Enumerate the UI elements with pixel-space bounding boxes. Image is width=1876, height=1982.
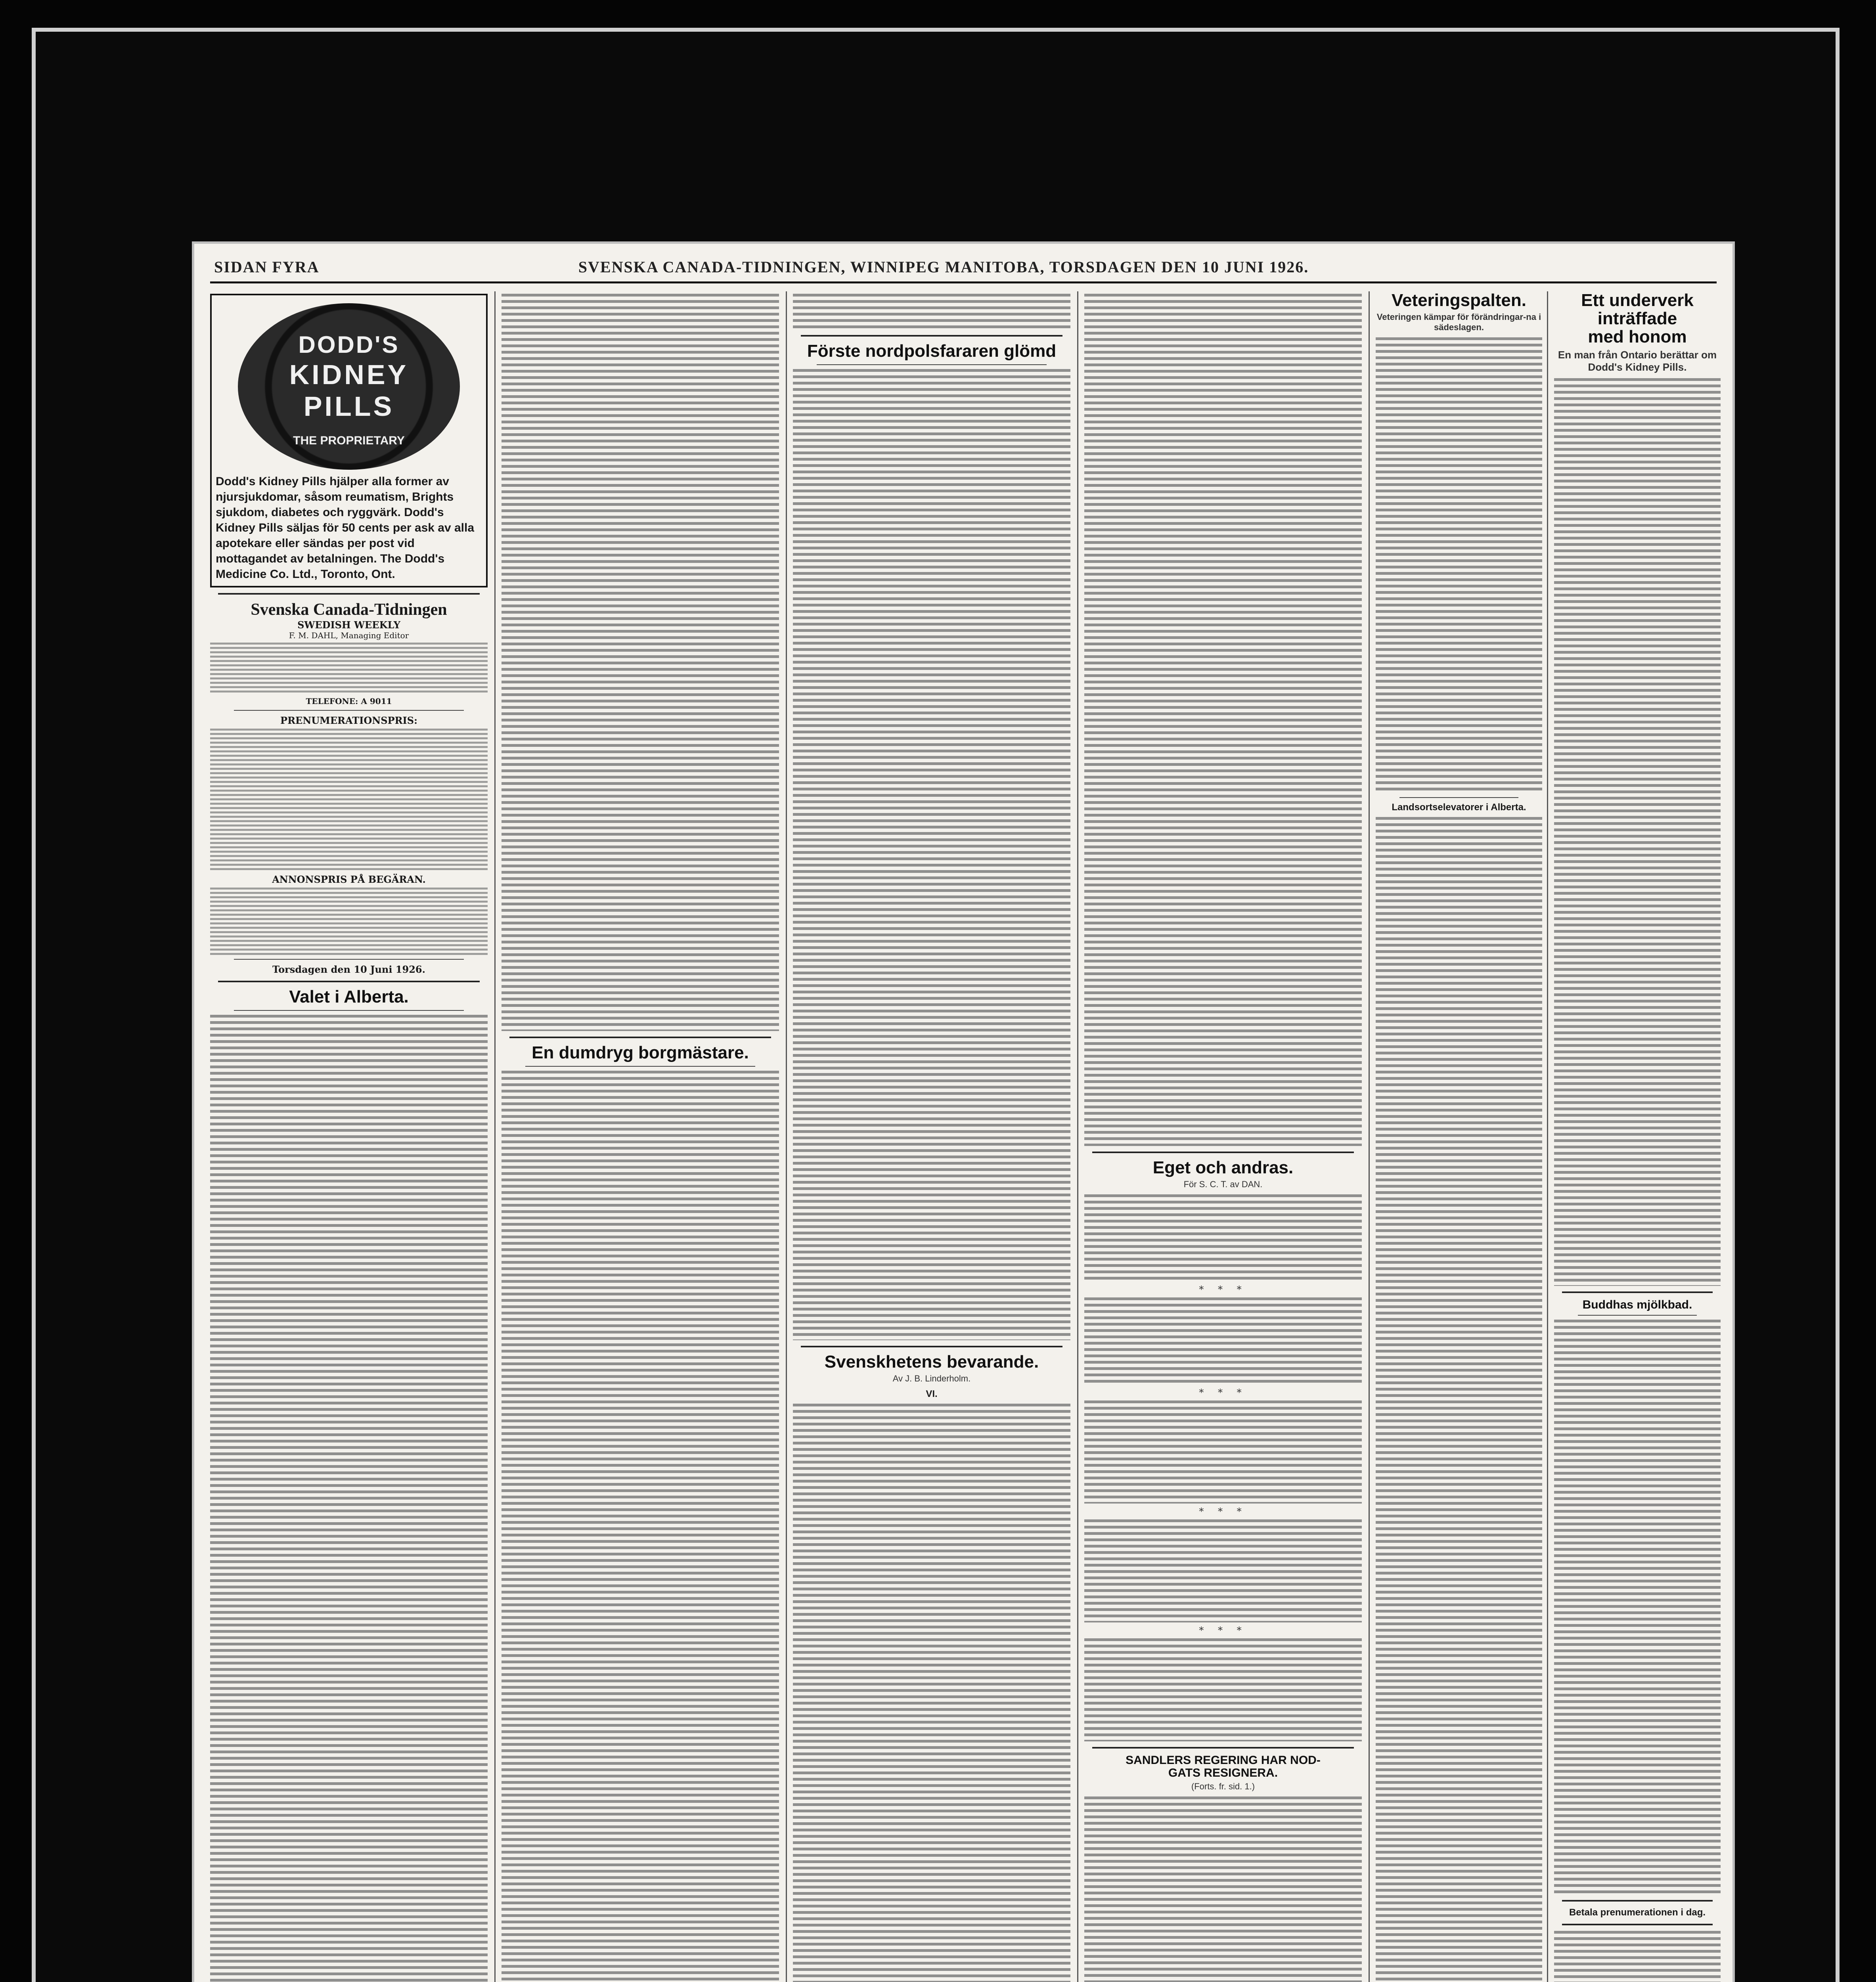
article-body — [1554, 378, 1721, 1286]
divider — [1562, 1900, 1713, 1902]
masthead-phone: TELEFONE: A 9011 — [306, 696, 392, 706]
tin-line: THE PROPRIETARY — [293, 434, 405, 447]
divider — [1399, 797, 1518, 798]
masthead-title: Svenska Canada-Tidningen — [251, 601, 447, 619]
article-body — [1084, 1519, 1362, 1622]
tin-line: PILLS — [303, 391, 394, 422]
article-body — [1084, 1638, 1362, 1741]
subscription-rates — [210, 729, 488, 871]
newspaper-page — [194, 244, 1732, 1982]
headline-sandler: SANDLERS REGERING HAR NOD- — [1126, 1754, 1321, 1767]
divider — [801, 1346, 1062, 1347]
article-body — [1084, 1297, 1362, 1385]
article-body — [210, 1015, 488, 1982]
article-body — [793, 1404, 1070, 1982]
dodds-advertisement — [210, 294, 488, 587]
section-stars: * * * — [1199, 1506, 1247, 1517]
masthead-publisher-text — [210, 643, 488, 694]
article-body — [1554, 1931, 1721, 1982]
headline-dumdryg-borgmastare: En dumdryg borgmästare. — [532, 1043, 749, 1062]
column-rule — [1369, 291, 1370, 1982]
divider — [218, 593, 480, 595]
divider — [234, 959, 464, 960]
article-body — [1554, 1320, 1721, 1894]
column-4 — [1084, 291, 1362, 1982]
headline-eget-och-andras: Eget och andras. — [1152, 1158, 1294, 1177]
headline-veteringspalten: Veteringspalten. — [1392, 291, 1526, 310]
issue-date: Torsdagen den 10 Juni 1926. — [272, 964, 425, 975]
divider — [525, 1066, 755, 1067]
subheadline: En man från Ontario berättar om Dodd's Kidney Pills. — [1558, 348, 1717, 373]
divider — [1562, 1924, 1713, 1925]
masthead-subtitle: SWEDISH WEEKLY — [297, 619, 400, 631]
article-body — [1376, 337, 1542, 793]
headline-underverk: Ett underverk — [1581, 291, 1694, 310]
subscription-reminder: Betala prenumerationen i dag. — [1569, 1907, 1706, 1918]
headline-svenskhetens-bevarande: Svenskhetens bevarande. — [824, 1352, 1039, 1372]
headline-buddhas-mjolkbad: Buddhas mjölkbad. — [1582, 1298, 1692, 1311]
article-body — [793, 369, 1070, 1340]
section-number: VI. — [926, 1389, 938, 1400]
subheadline-landsortselevatorer: Landsortselevatorer i Alberta. — [1392, 802, 1526, 813]
article-body-continued — [1084, 294, 1362, 1146]
page-header — [210, 258, 1717, 283]
section-stars: * * * — [1199, 1284, 1247, 1295]
column-5 — [1376, 291, 1542, 1982]
divider — [801, 335, 1062, 337]
page-label: SIDAN FYRA — [214, 258, 320, 276]
column-rule — [494, 291, 496, 1982]
article-body — [1084, 1796, 1362, 1982]
headline-sandler: GATS RESIGNERA. — [1168, 1766, 1278, 1779]
divider — [1562, 1291, 1713, 1293]
headline-forste-nordpolsfararen: Förste nordpolsfararen glömd — [807, 341, 1057, 361]
headline-underverk: med honom — [1588, 327, 1687, 347]
tin-line: KIDNEY — [289, 359, 409, 390]
section-stars: * * * — [1199, 1387, 1247, 1398]
article-body-continued — [502, 294, 779, 1031]
ad-rates-text — [210, 888, 488, 955]
tin-line: DODD'S — [298, 331, 400, 358]
column-6 — [1554, 291, 1721, 1982]
column-1 — [210, 291, 488, 1982]
byline: (Forts. fr. sid. 1.) — [1191, 1781, 1255, 1792]
divider — [1092, 1152, 1354, 1153]
ad-rates-heading: ANNONSPRIS PÅ BEGÄRAN. — [272, 874, 426, 885]
pill-tin-logo — [238, 303, 460, 470]
divider — [509, 1037, 771, 1038]
article-body — [502, 1071, 779, 1982]
article-body-continued — [793, 294, 1070, 329]
masthead-box — [210, 600, 488, 975]
subheadline: Veteringen kämpar för förändringar-na i sädeslagen. — [1376, 312, 1541, 333]
divider — [234, 1010, 464, 1011]
masthead-editor: F. M. DAHL, Managing Editor — [289, 631, 409, 640]
column-rule — [1547, 291, 1548, 1982]
divider — [218, 981, 480, 982]
divider — [1578, 1315, 1697, 1316]
byline: Av J. B. Linderholm. — [892, 1374, 971, 1384]
divider — [1092, 1747, 1354, 1749]
article-body — [1084, 1400, 1362, 1504]
column-rule — [1077, 291, 1078, 1982]
article-body — [1376, 817, 1542, 1982]
headline-underverk: inträffade — [1597, 309, 1677, 329]
column-3 — [793, 291, 1070, 1982]
subscription-heading: PRENUMERATIONSPRIS: — [280, 715, 417, 726]
article-body — [1084, 1194, 1362, 1282]
section-stars: * * * — [1199, 1625, 1247, 1636]
newspaper-date-line: SVENSKA CANADA-TIDNINGEN, WINNIPEG MANITOBA, TORSDAGEN DEN 10 JUNI 1926. — [578, 258, 1309, 276]
byline: För S. C. T. av DAN. — [1183, 1179, 1263, 1190]
column-2 — [502, 291, 779, 1982]
divider — [817, 364, 1047, 365]
headline-valet-i-alberta: Valet i Alberta. — [289, 987, 409, 1006]
column-rule — [786, 291, 787, 1982]
dodds-ad-text: Dodd's Kidney Pills hjälper alla former av njursjukdomar, såsom reumatism, Brights sjukdom, diabetes och ryggvärk. Dodd's Kidney Pills säljas för 50 cents per ask av alla apotekare eller sändas per post vid mottagandet av betalningen. The Dodd's Medicine Co. Ltd., Toronto, Ont. — [216, 475, 475, 581]
divider — [234, 710, 464, 711]
